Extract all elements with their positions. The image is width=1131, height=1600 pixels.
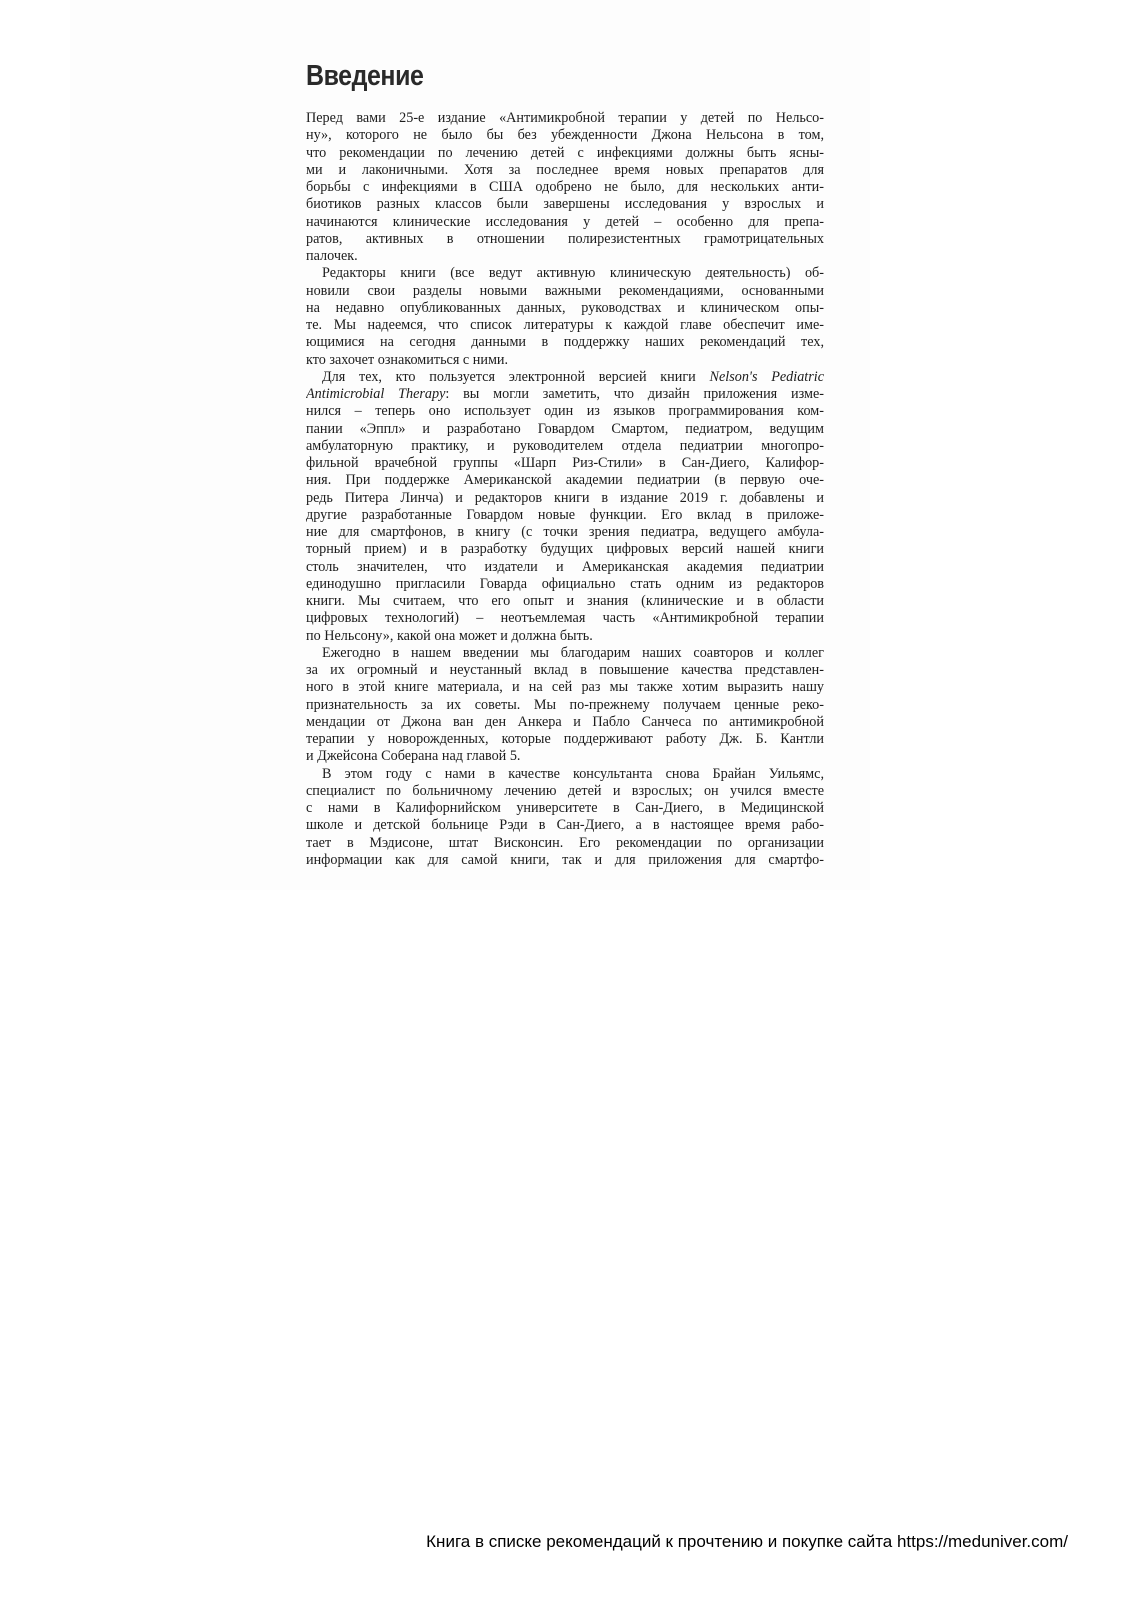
text-line: те. Мы надеемся, что список литературы к каждой главе обеспечит име- bbox=[306, 317, 824, 333]
text-line: ного в этой книге материала, и на сей раз мы также хотим выразить нашу bbox=[306, 679, 824, 696]
text-line: ми и лаконичными. Хотя за последнее время новых препаратов для bbox=[306, 161, 824, 178]
text-line: Редакторы книги (все ведут активную клиническую деятельность) об- bbox=[322, 265, 824, 282]
text-line: информации как для самой книги, так и для приложения для смартфо- bbox=[306, 851, 824, 868]
text-line: специалист по больничному лечению детей и взрослых; он учился вместе bbox=[306, 782, 824, 799]
text-line: фильной врачебной группы «Шарп Риз-Стили» в Сан-Диего, Калифор- bbox=[306, 455, 824, 471]
text-line: Ежегодно в нашем введении мы благодарим наших соавторов и коллег bbox=[322, 644, 824, 661]
paragraph bbox=[306, 369, 824, 645]
text-line: столь значителен, что издатели и Американская академия педиатрии bbox=[306, 558, 824, 575]
text-line: и Джейсона Соберана над главой 5. bbox=[306, 748, 521, 765]
text-line: В этом году с нами в качестве консультанта снова Брайан Уильямс, bbox=[322, 765, 824, 782]
text-line: тает в Мэдисоне, штат Висконсин. Его рекомендации по организации bbox=[306, 834, 824, 851]
text-line: Перед вами 25-е издание «Антимикробной терапии у детей по Нельсо- bbox=[306, 110, 824, 126]
text-line: по Нельсону», какой она может и должна быть. bbox=[306, 627, 593, 644]
text-line: мендации от Джона ван ден Анкера и Пабло Санчеса по антимикробной bbox=[306, 713, 824, 730]
text-line: ратов, активных в отношении полирезистентных грамотрицательных bbox=[306, 230, 824, 247]
text-line: ние для смартфонов, в книгу (с точки зрения педиатра, ведущего амбула- bbox=[306, 524, 824, 540]
paragraph bbox=[306, 766, 824, 870]
text-line: что рекомендации по лечению детей с инфекциями должны быть ясны- bbox=[306, 144, 824, 161]
text-line: школе и детской больнице Рэди в Сан-Диего, а в настоящее время рабо- bbox=[306, 817, 824, 834]
paragraph bbox=[306, 110, 824, 265]
text-line: ну», которого не было бы без убежденности Джона Нельсона в том, bbox=[306, 127, 824, 144]
page-title: Введение bbox=[306, 60, 424, 92]
text-line: пании «Эппл» и разработано Говардом Смартом, педиатром, ведущим bbox=[306, 420, 824, 437]
text-line: Для тех, кто пользуется электронной версией книги Nelson's Pediatric bbox=[322, 368, 824, 385]
text-line: ния. При поддержке Американской академии педиатрии (в первую оче- bbox=[306, 472, 824, 489]
text-line: амбулаторную практику, и руководителем отдела педиатрии многопро- bbox=[306, 437, 824, 454]
text-line: новили свои разделы новыми важными рекомендациями, основанными bbox=[306, 282, 824, 299]
text-line: другие разработанные Говардом новые функции. Его вклад в приложе- bbox=[306, 506, 824, 523]
body-text bbox=[306, 110, 824, 869]
text-line: терапии у новорожденных, которые поддерживают работу Дж. Б. Кантли bbox=[306, 731, 824, 747]
text-line: книги. Мы считаем, что его опыт и знания (клинические и в области bbox=[306, 593, 824, 609]
text-line: на недавно опубликованных данных, руководствах и клиническом опы- bbox=[306, 299, 824, 316]
text-line: биотиков разных классов были завершены исследования у взрослых и bbox=[306, 196, 824, 213]
text-line: с нами в Калифорнийском университете в Сан-Диего, в Медицинской bbox=[306, 800, 824, 816]
paragraph bbox=[306, 265, 824, 369]
paragraph bbox=[306, 645, 824, 766]
text-line: кто захочет ознакомиться с ними. bbox=[306, 351, 509, 368]
text-line: палочек. bbox=[306, 248, 358, 264]
text-line: начинаются клинические исследования у детей – особенно для препа- bbox=[306, 213, 824, 230]
text-line: цифровых технологий) – неотъемлемая часть «Антимикробной терапии bbox=[306, 610, 824, 627]
text-line: борьбы с инфекциями в США одобрено не было, для нескольких анти- bbox=[306, 179, 824, 195]
text-line: торный прием) и в разработку будущих цифровых версий нашей книги bbox=[306, 541, 824, 558]
text-line: ющимися на сегодня данными в поддержку наших рекомендаций тех, bbox=[306, 334, 824, 351]
text-line: редь Питера Линча) и редакторов книги в издание 2019 г. добавлены и bbox=[306, 489, 824, 506]
text-line: единодушно пригласили Говарда официально стать одним из редакторов bbox=[306, 575, 824, 592]
text-line: за их огромный и неустанный вклад в повышение качества представлен- bbox=[306, 662, 824, 678]
footer-note: Книга в списке рекомендаций к прочтению и покупке сайта https://meduniver.com/ bbox=[426, 1532, 1068, 1551]
text-line: нился – теперь оно использует один из языков программирования ком- bbox=[306, 403, 824, 420]
text-line: признательность за их советы. Мы по-прежнему получаем ценные реко- bbox=[306, 696, 824, 713]
text-line: Antimicrobial Therapy: вы могли заметить, что дизайн приложения изме- bbox=[306, 386, 824, 402]
